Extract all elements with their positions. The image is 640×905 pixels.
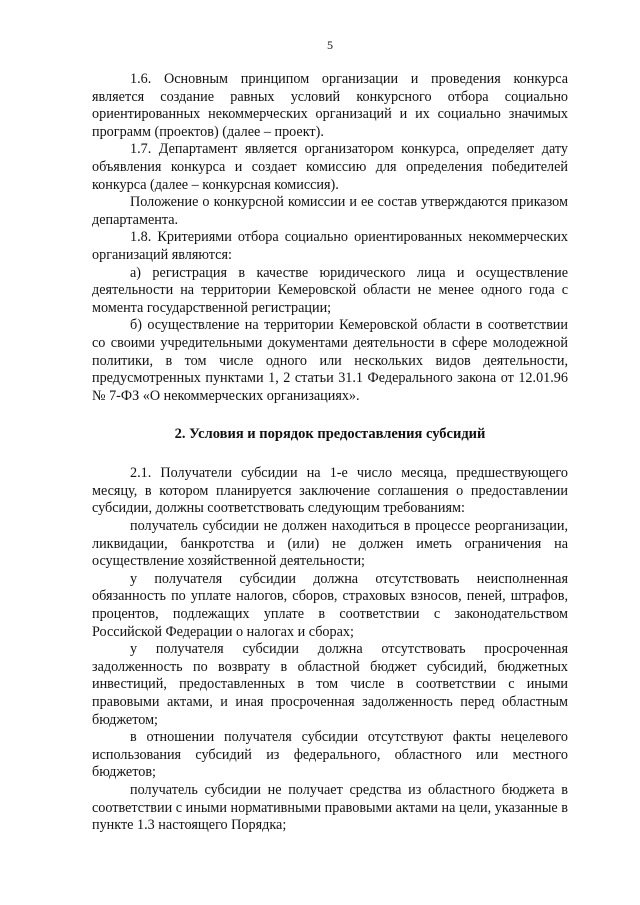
- page-number: 5: [327, 38, 333, 52]
- paragraph-requirement-taxes: у получателя субсидии должна отсутствовать неисполненная обязанность по уплате налогов, сборов, страховых взносов, пеней, штрафов, процентов, подлежащих уплате в соответствии с законодательством Российской Федерации о налогах и сборах;: [92, 570, 568, 640]
- paragraph-requirement-misuse: в отношении получателя субсидии отсутствуют факты нецелевого использования субсидий из федерального, областного или местного бюджетов;: [92, 729, 568, 781]
- section-2-title: 2. Условия и порядок предоставления субсидий: [174, 426, 486, 443]
- paragraph-1-6: 1.6. Основным принципом организации и проведения конкурса является создание равных условий конкурсного отбора социально ориентированных некоммерческих организаций и их социально значимых программ (проектов) (далее – проект).: [92, 71, 568, 140]
- paragraph-requirement-other-funds: получатель субсидии не получает средства из областного бюджета в соответствии с иными нормативными правовыми актами на цели, указанные в пункте 1.3 настоящего Порядка;: [92, 781, 568, 834]
- paragraph-criterion-a: а) регистрация в качестве юридического лица и осуществление деятельности на территории Кемеровской области не менее одного года с момента государственной регистрации;: [92, 264, 568, 316]
- paragraph-2-1: 2.1. Получатели субсидии на 1-е число месяца, предшествующего месяцу, в котором планируется заключение соглашения о предоставлении субсидии, должны соответствовать следующим требованиям:: [92, 465, 568, 517]
- paragraph-1-7: 1.7. Департамент является организатором конкурса, определяет дату объявления конкурса и создает комиссию для определения победителей конкурса (далее – конкурсная комиссия).: [92, 141, 568, 193]
- section-1-body: [92, 71, 568, 405]
- paragraph-requirement-debt: у получателя субсидии должна отсутствовать просроченная задолженность по возврату в областной бюджет субсидий, бюджетных инвестиций, предоставленных в том числе в соответствии с иными правовыми актами, и иная просроченная задолженность перед областным бюджетом;: [92, 641, 568, 728]
- paragraph-requirement-reorganization: получатель субсидии не должен находиться в процессе реорганизации, ликвидации, банкротства и (или) не должен иметь ограничения на осуществление хозяйственной деятельности;: [92, 518, 568, 570]
- paragraph-commission-regulation: Положение о конкурсной комиссии и ее состав утверждаются приказом департамента.: [92, 194, 568, 228]
- paragraph-1-8: 1.8. Критериями отбора социально ориентированных некоммерческих организаций являются:: [92, 229, 568, 263]
- paragraph-criterion-b: б) осуществление на территории Кемеровской области в соответствии со своими учредительными документами деятельности в сфере молодежной политики, в том числе одного или нескольких видов деятельности, предусмотренных пунктами 1, 2 статьи 31.1 Федерального закона от 12.01.96 № 7-ФЗ «О некоммерческих организациях».: [92, 317, 568, 404]
- section-2-body: [92, 465, 568, 834]
